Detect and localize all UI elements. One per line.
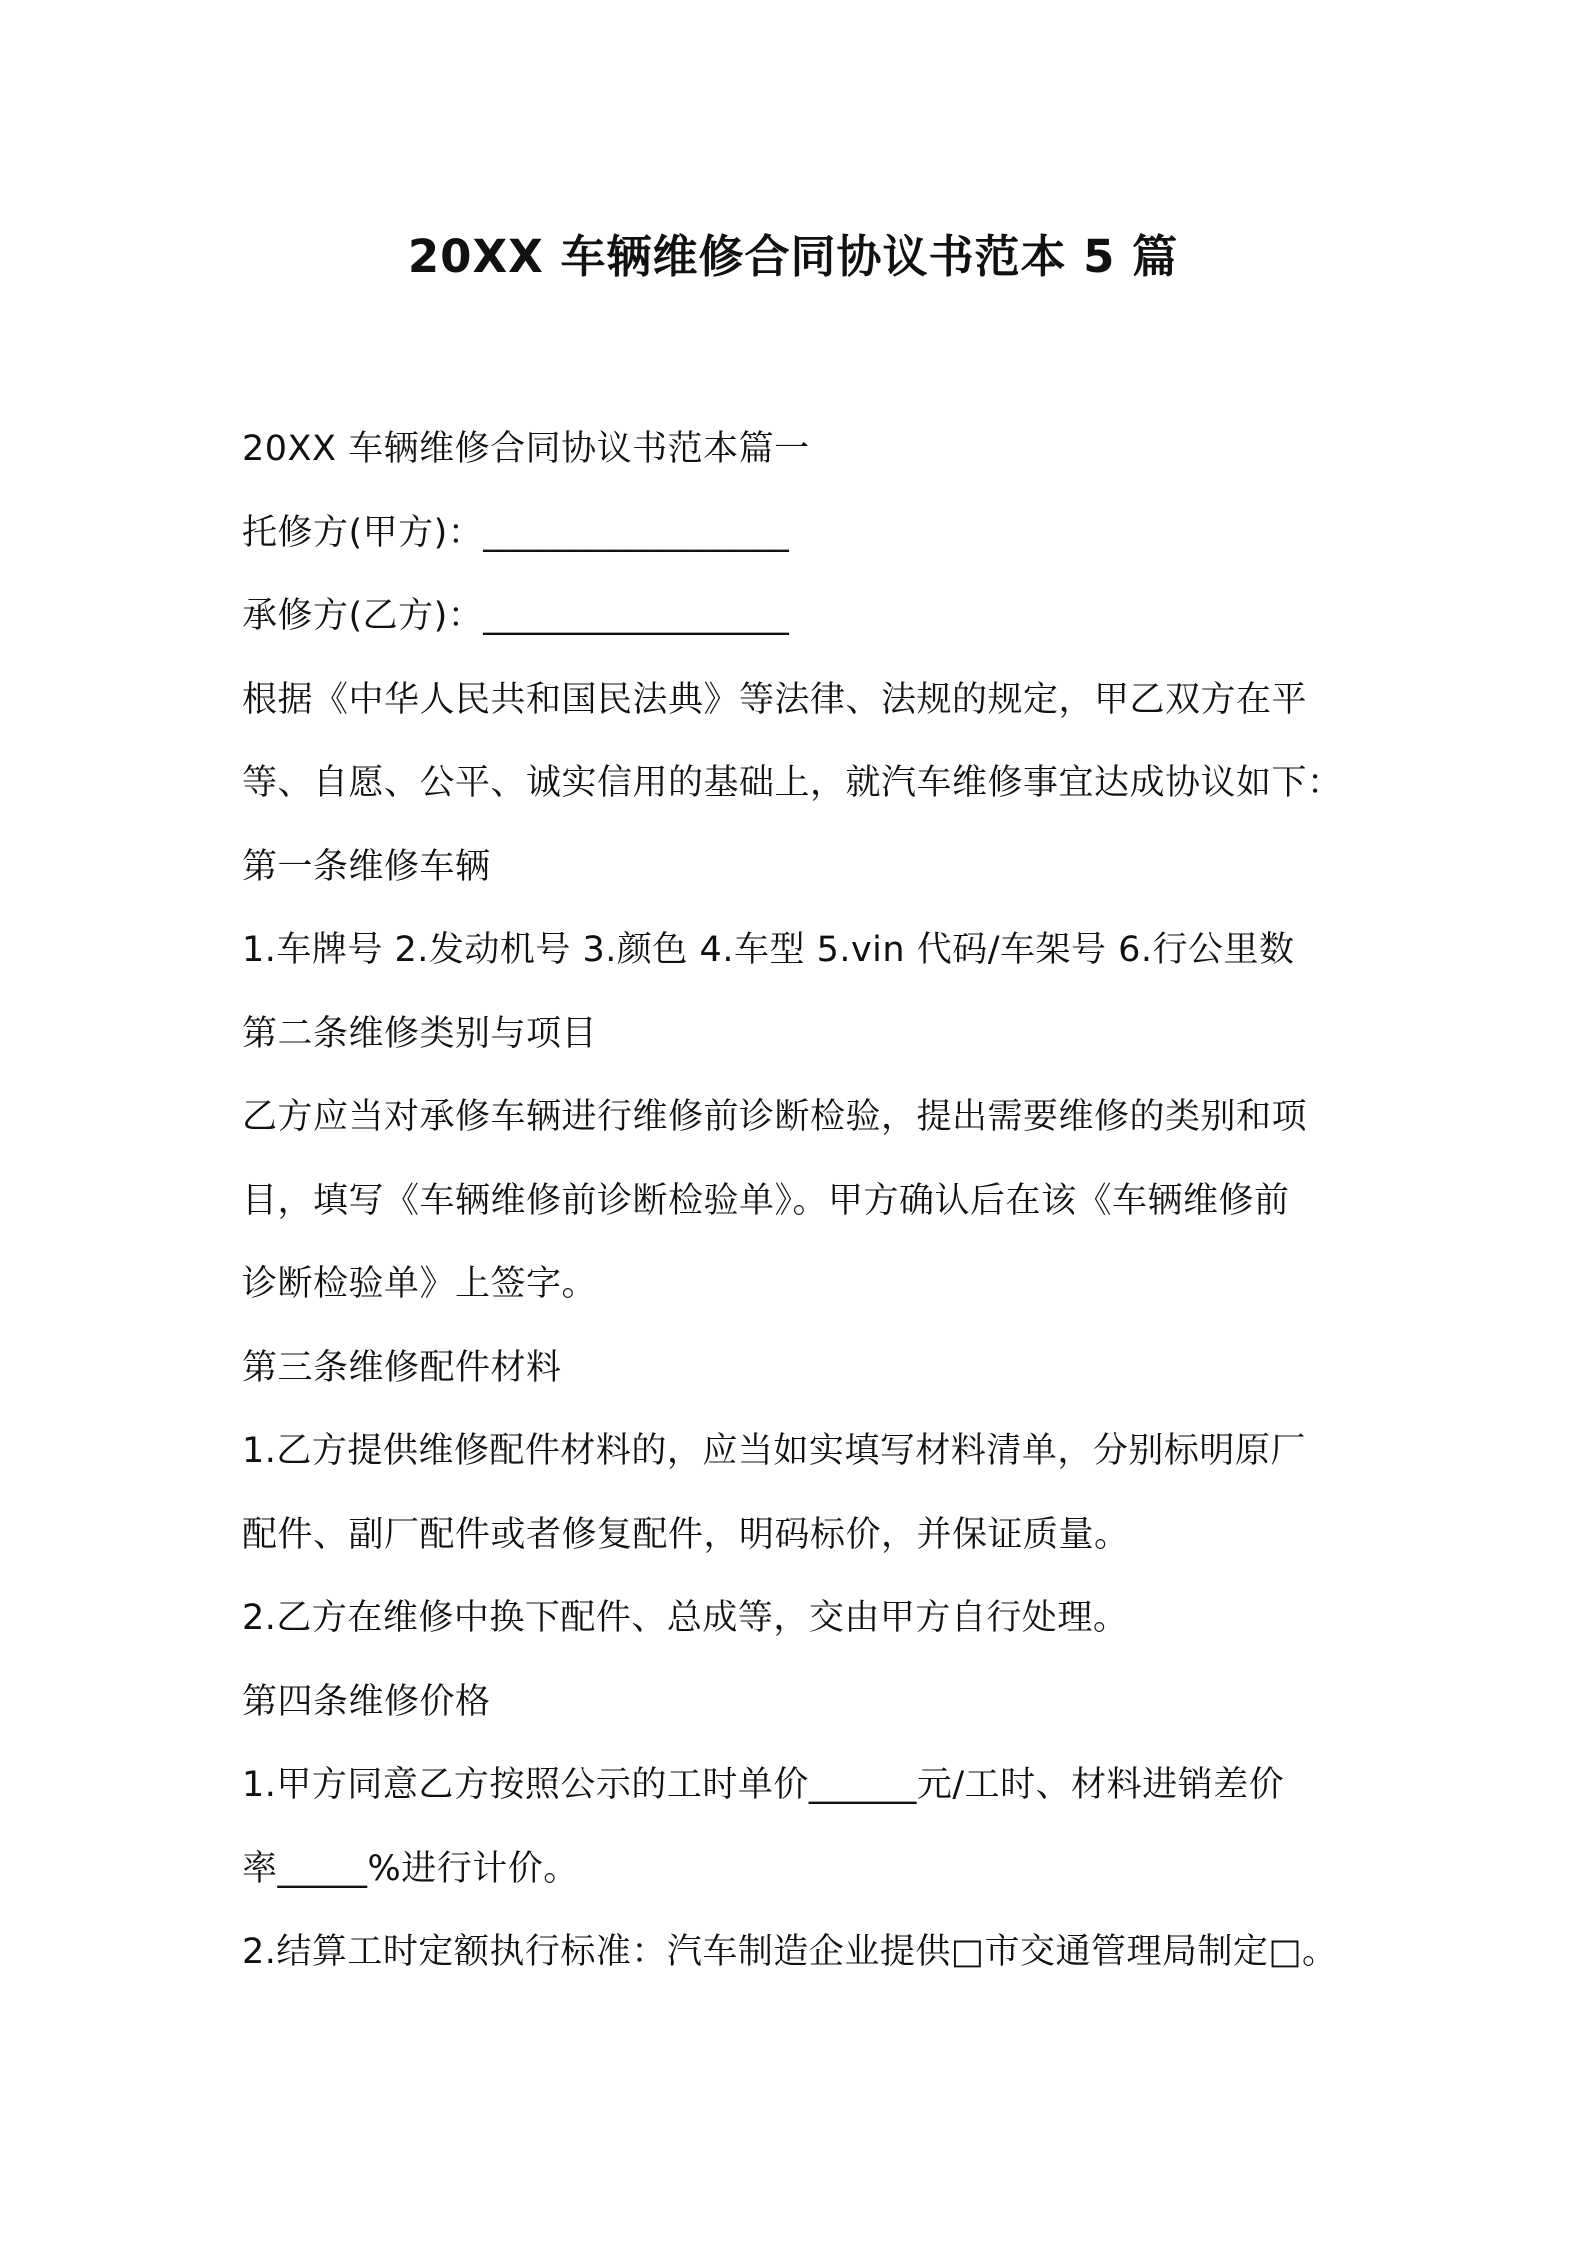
- document-title: 20XX 车辆维修合同协议书范本 5 篇: [407, 230, 1179, 283]
- contractor-party-line: 承修方(乙方)：_________________: [242, 596, 790, 636]
- paragraph-line: 乙方应当对承修车辆进行维修前诊断检验，提出需要维修的类别和项: [242, 1097, 1308, 1137]
- paragraph-line: 根据《中华人民共和国民法典》等法律、法规的规定，甲乙双方在平: [242, 679, 1308, 720]
- paragraph-line: 1.甲方同意乙方按照公示的工时单价______元/工时、材料进销差价: [242, 1765, 1285, 1805]
- client-party-line: 托修方(甲方)：_________________: [242, 512, 790, 553]
- section-heading-part-one: 20XX 车辆维修合同协议书范本篇一: [242, 429, 810, 469]
- paragraph-line: 率_____%进行计价。: [242, 1848, 579, 1889]
- article-heading: 第四条维修价格: [242, 1681, 491, 1722]
- article-heading: 第二条维修类别与项目: [242, 1013, 598, 1054]
- paragraph-line: 配件、副厂配件或者修复配件，明码标价，并保证质量。: [242, 1514, 1130, 1555]
- paragraph-line: 1.车牌号 2.发动机号 3.颜色 4.车型 5.vin 代码/车架号 6.行公里数: [242, 930, 1295, 970]
- paragraph-line: 等、自愿、公平、诚实信用的基础上，就汽车维修事宜达成协议如下：: [242, 763, 1343, 803]
- article-heading: 第三条维修配件材料: [242, 1347, 562, 1388]
- document-body: [242, 408, 1372, 1995]
- paragraph-line: 2.结算工时定额执行标准：汽车制造企业提供□市交通管理局制定□。: [242, 1932, 1338, 1972]
- paragraph-line: 目，填写《车辆维修前诊断检验单》。甲方确认后在该《车辆维修前: [242, 1180, 1290, 1221]
- article-heading: 第一条维修车辆: [242, 846, 491, 887]
- paragraph-line: 2.乙方在维修中换下配件、总成等，交由甲方自行处理。: [242, 1598, 1129, 1638]
- paragraph-line: 诊断检验单》上签字。: [242, 1264, 598, 1304]
- paragraph-line: 1.乙方提供维修配件材料的，应当如实填写材料清单，分别标明原厂: [242, 1431, 1306, 1471]
